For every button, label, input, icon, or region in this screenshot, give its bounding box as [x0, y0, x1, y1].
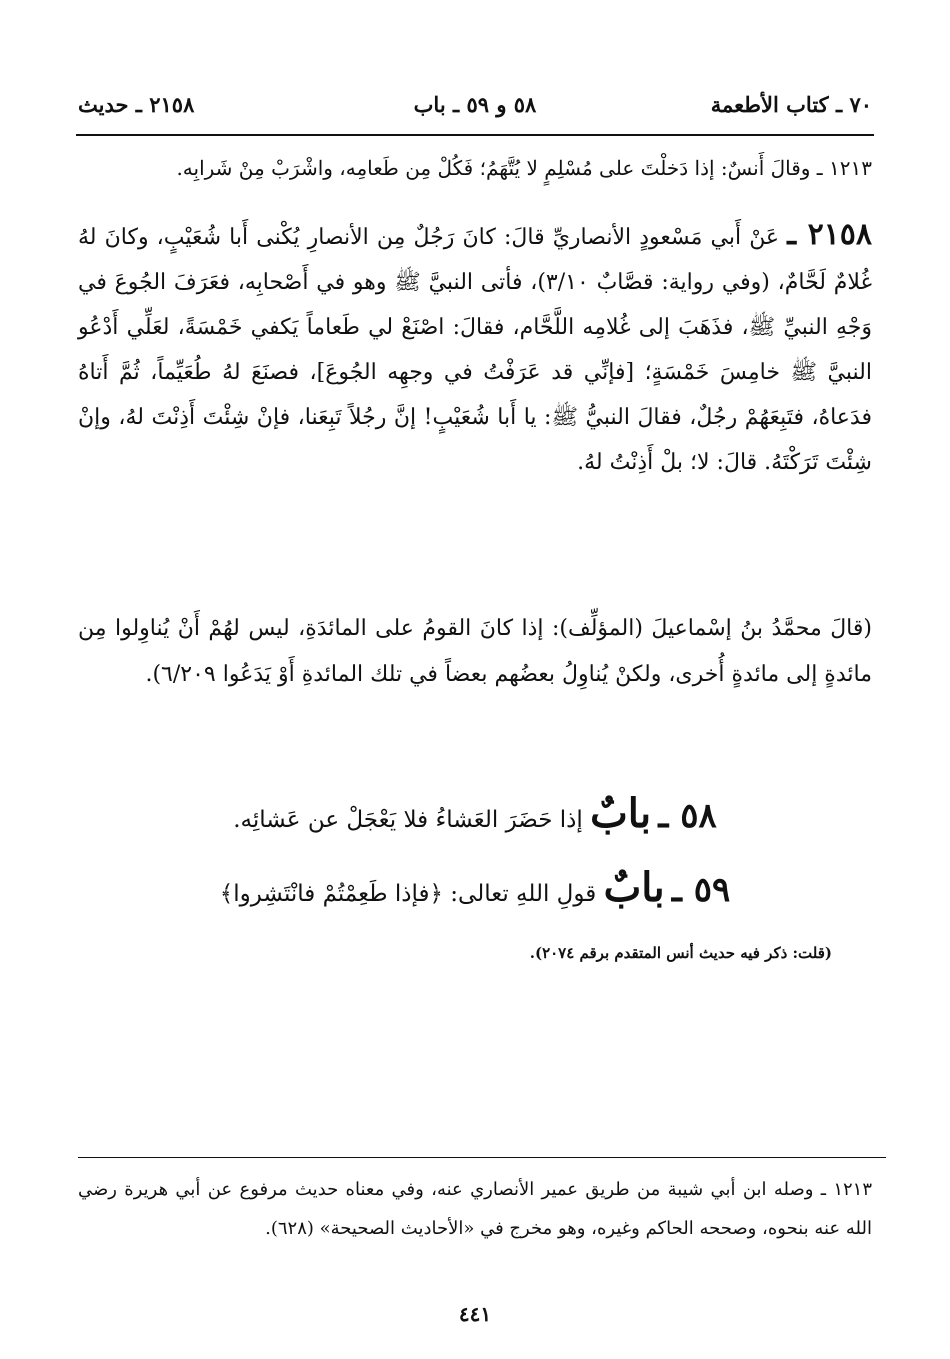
hadith-text: عَنْ أَبي مَسْعودٍ الأنصاريِّ قالَ: كانَ رَجُلٌ مِن الأنصارِ يُكْنى أَبا شُعَيْبٍ، وكانَ لهُ غُلامٌ لَحَّامٌ، (وفي رواية: قصَّابٌ ٣/١٠)، فأتى النبيَّ ﷺ وهو في أَصْحابِه، فعَرَفَ الجُوعَ في وَجْهِ النبيِّ ﷺ، فذَهَبَ إلى غُلامِه اللَّحَّام، فقالَ: اصْنَعْ لي طَعاماً يَكفي خَمْسَةً، لعَلِّي أَدْعُو النبيَّ ﷺ خامِسَ خَمْسَةٍ؛ [فإنِّي قد عَرَفْتُ في وجهِه الجُوعَ]، فصنَعَ لهُ طُعَيِّماً، ثُمَّ أَتاهُ فدَعاهُ، فتَبِعَهُمْ رجُلٌ، فقالَ النبيُّ ﷺ: يا أَبا شُعَيْبٍ! إنَّ رجُلاً تَبِعَنا، فإنْ شِئْتَ أَذِنْتَ لهُ، وإنْ شِئْتَ تَرَكْتَهُ. قالَ: لا؛ بلْ أَذِنْتُ لهُ.	[78, 225, 872, 475]
header-chapters-range: ٥٨ و ٥٩ ـ باب	[413, 92, 537, 117]
header-hadith-ref: ٢١٥٨ ـ حديث	[78, 92, 195, 117]
bab-word: بابٌ	[590, 790, 652, 837]
bab-word: بابٌ	[603, 864, 665, 911]
running-header	[78, 92, 872, 128]
header-chapter: ٧٠ ـ كتاب الأطعمة	[710, 92, 872, 117]
editor-note: (قلت: ذكر فيه حديث أنس المتقدم برقم ٢٠٧٤).	[529, 944, 832, 962]
footnote-1213: ١٢١٣ ـ وصله ابن أبي شيبة من طريق عمير الأنصاري عنه، وفي معناه حديث مرفوع عن أبي هريرة رضي الله عنه بنحوه، وصححه الحاكم وغيره، وهو مخرج في «الأحاديث الصحيحة» (٦٢٨).	[78, 1179, 872, 1239]
hadith-number: ٢١٥٨ ـ	[787, 217, 873, 252]
bab-58-heading	[78, 790, 872, 837]
header-rule	[76, 134, 874, 136]
bab-number: ٥٩ ـ	[671, 870, 731, 910]
hadith-2158	[78, 212, 872, 485]
page-number: ٤٤١	[458, 1302, 492, 1326]
bab-number: ٥٨ ـ	[658, 796, 717, 836]
bab-59-heading	[78, 864, 872, 911]
bab-title: إذا حَضَرَ العَشاءُ فلا يَعْجَلْ عن عَشائِه.	[233, 807, 583, 833]
author-note: (قالَ محمَّدُ بنُ إسْماعيلَ (المؤلِّف): إذا كانَ القومُ على المائدَةِ، ليس لهُمْ أَنْ يُناوِلوا مِن مائدةٍ إلى مائدةٍ أُخرى، ولكنْ يُناوِلُ بعضُهم بعضاً في تلك المائدةِ أَوْ يَدَعُوا ٦/٢٠٩).	[78, 616, 872, 687]
paragraph-1213: ١٢١٣ ـ وقالَ أَنسٌ: إذا دَخلْتَ على مُسْلِمٍ لا يُتَّهَمُ؛ فَكُلْ مِن طَعامِه، واشْرَبْ مِنْ شَرابِه.	[176, 156, 872, 180]
bab-title: قولِ اللهِ تعالى: ﴿فإذا طَعِمْتُمْ فانْتَشِروا﴾	[219, 881, 597, 907]
footnote-rule	[78, 1157, 886, 1158]
